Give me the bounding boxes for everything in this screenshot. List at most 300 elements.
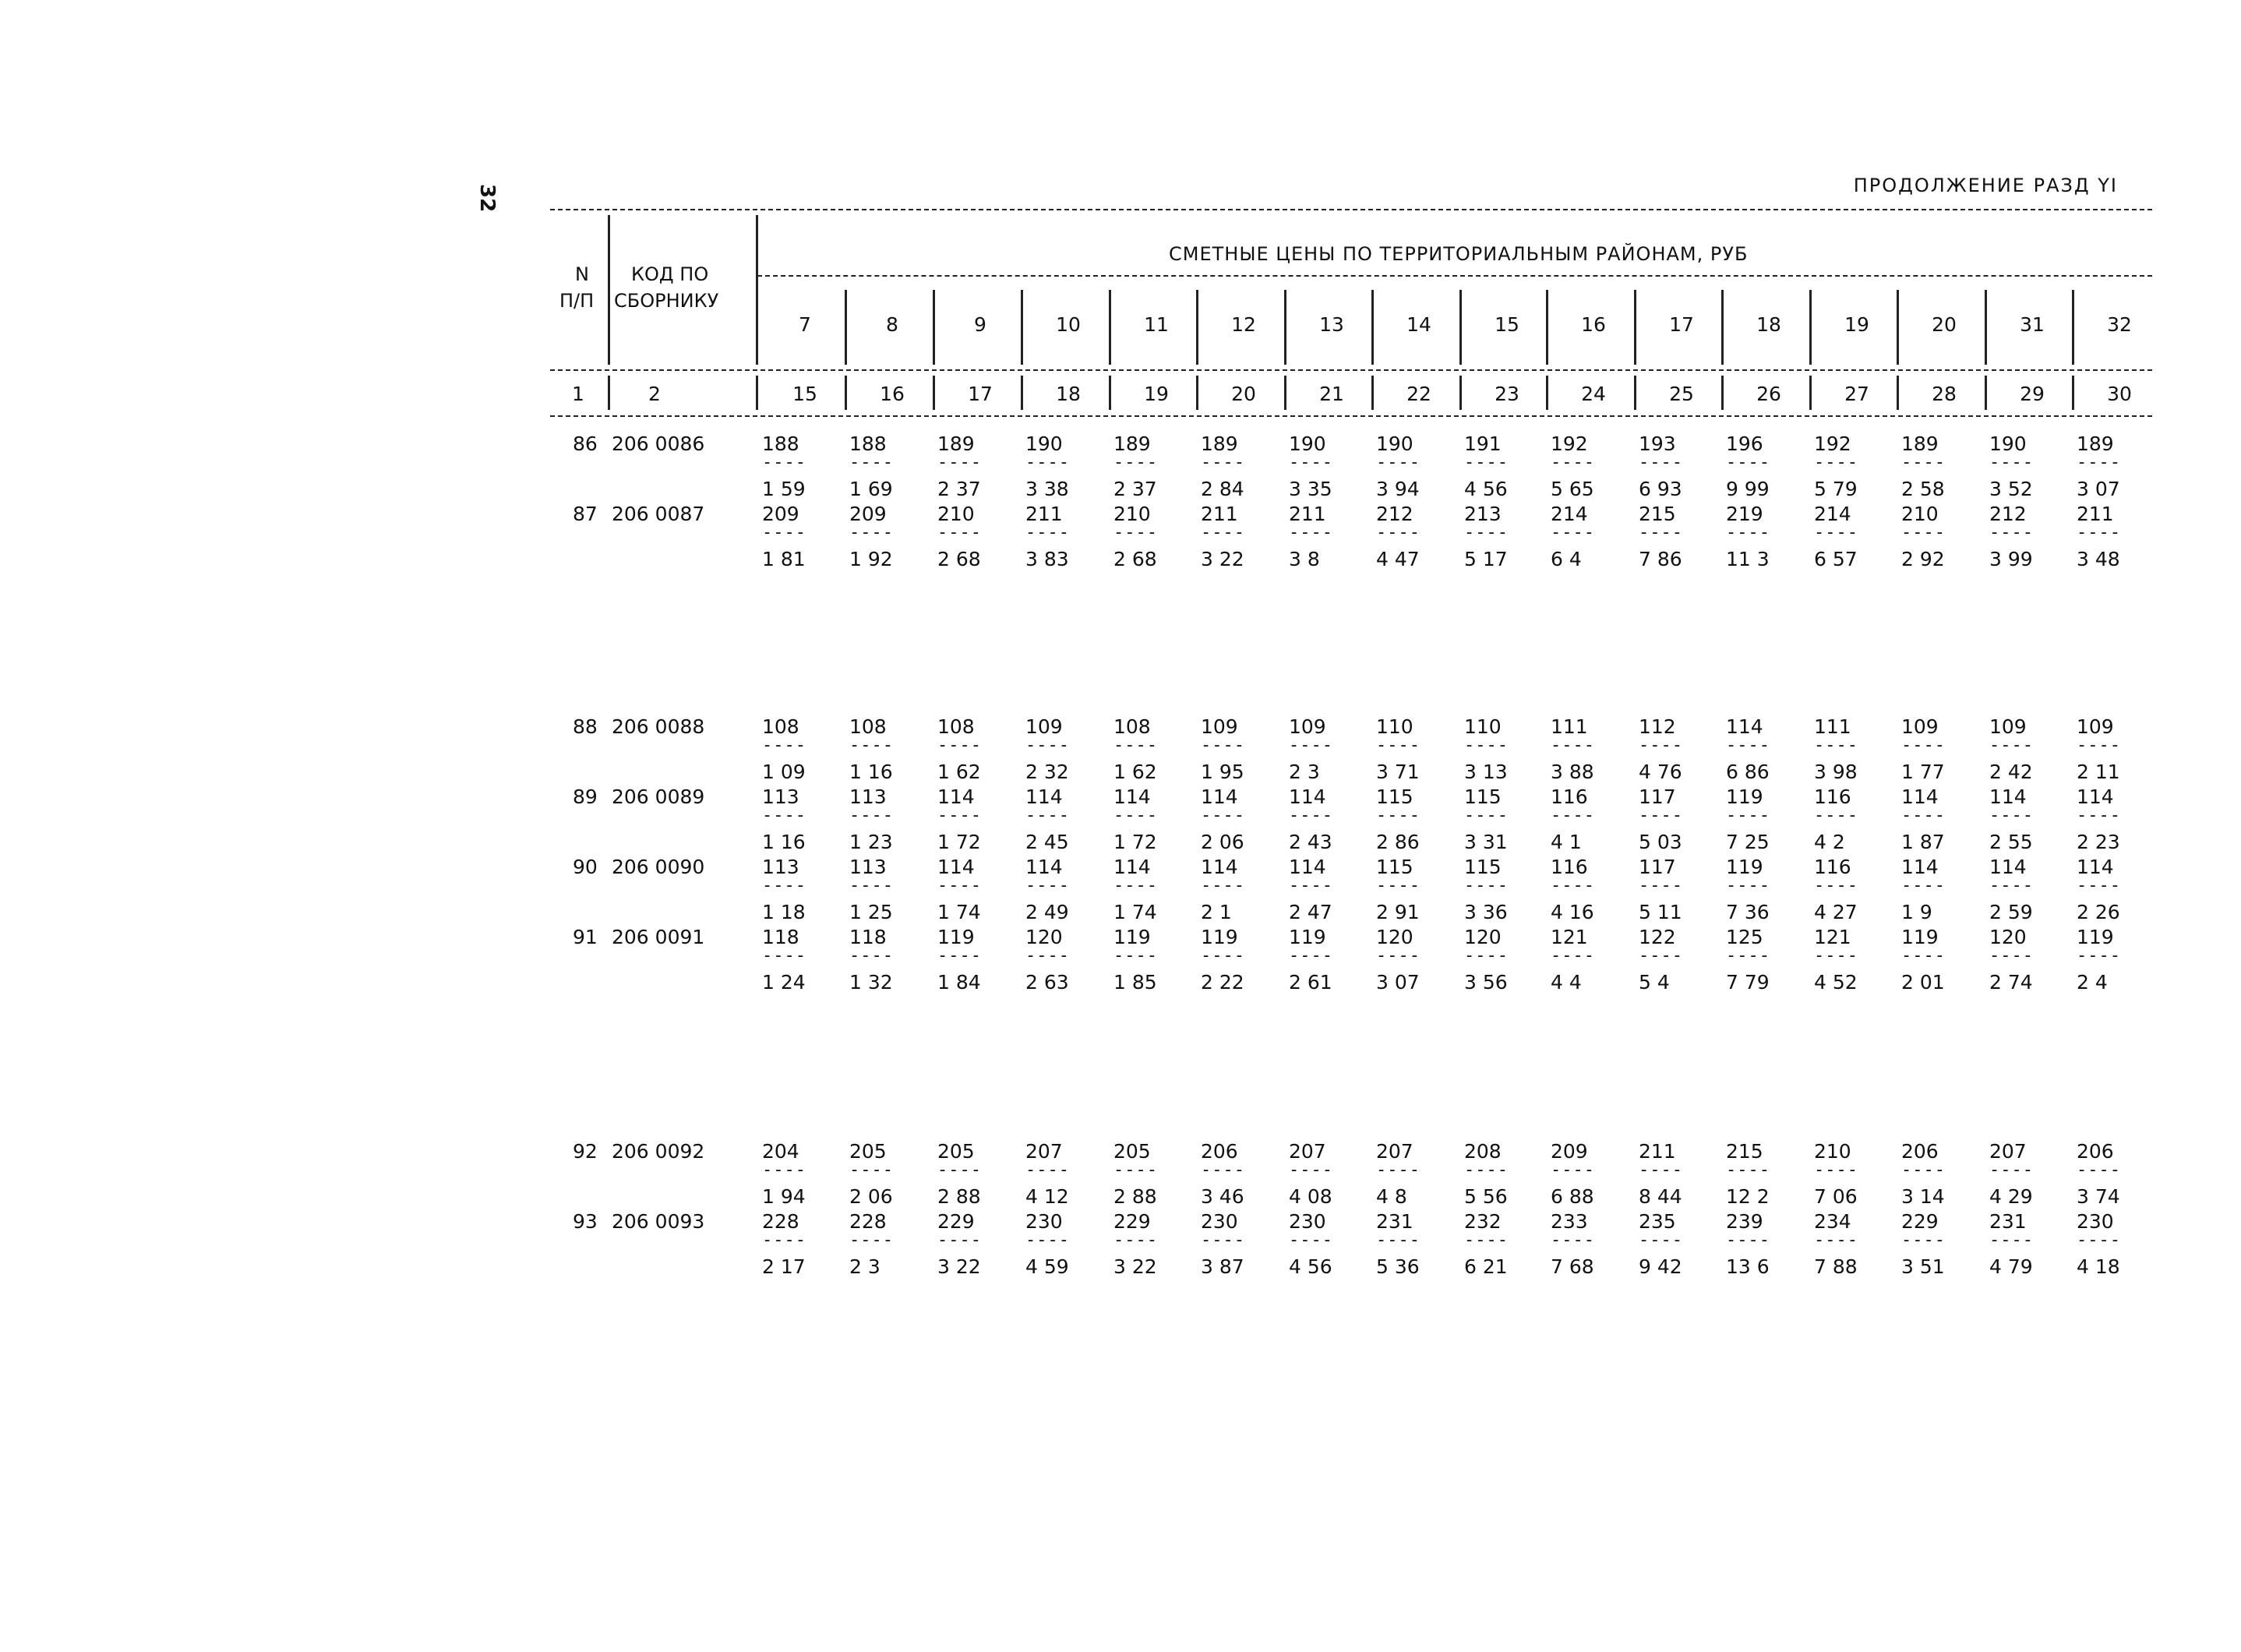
price-subvalue: 3 98 — [1814, 761, 1858, 783]
price-value: 212 — [1376, 503, 1413, 525]
price-subvalue: 5 36 — [1376, 1255, 1420, 1278]
price-value: 108 — [849, 715, 887, 738]
price-subvalue: 2 84 — [1201, 478, 1244, 500]
fraction-bar: ---- — [1113, 736, 1158, 755]
header-band-title: СМЕТНЫЕ ЦЕНЫ ПО ТЕРРИТОРИАЛЬНЫМ РАЙОНАМ, РУБ — [1169, 243, 1749, 265]
fraction-bar: ---- — [937, 453, 982, 472]
price-value: 116 — [1814, 785, 1851, 808]
price-value: 206 — [2077, 1140, 2114, 1163]
price-value: 211 — [1201, 503, 1238, 525]
fraction-bar: ---- — [1814, 876, 1858, 895]
price-subvalue: 1 72 — [1113, 831, 1157, 853]
price-value: 190 — [1025, 432, 1063, 455]
price-value: 211 — [1639, 1140, 1676, 1163]
fraction-bar: ---- — [1639, 523, 1683, 542]
row-number: 90 — [573, 856, 598, 878]
header-separator — [756, 215, 758, 365]
price-subvalue: 2 4 — [2077, 971, 2108, 994]
price-subvalue: 1 16 — [762, 831, 806, 853]
price-subvalue: 4 1 — [1551, 831, 1582, 853]
fraction-bar: ---- — [2077, 946, 2121, 965]
row-code: 206 0088 — [612, 715, 705, 738]
fraction-bar: ---- — [1639, 806, 1683, 825]
price-subvalue: 7 06 — [1814, 1185, 1858, 1208]
rule-bottom — [550, 415, 2152, 417]
price-subvalue: 2 32 — [1025, 761, 1069, 783]
price-subvalue: 4 27 — [1814, 901, 1858, 923]
district-number: 16 — [1581, 313, 1606, 336]
fraction-bar: ---- — [937, 946, 982, 965]
price-value: 109 — [1201, 715, 1238, 738]
price-value: 190 — [1989, 432, 2027, 455]
fraction-bar: ---- — [1025, 876, 1070, 895]
district-number: 11 — [1144, 313, 1169, 336]
price-subvalue: 3 71 — [1376, 761, 1420, 783]
price-subvalue: 1 25 — [849, 901, 893, 923]
fraction-bar: ---- — [1639, 1160, 1683, 1180]
fraction-bar: ---- — [1814, 736, 1858, 755]
district-number: 20 — [1932, 313, 1957, 336]
price-value: 108 — [937, 715, 975, 738]
price-value: 120 — [1464, 926, 1502, 948]
price-subvalue: 2 88 — [937, 1185, 981, 1208]
district-number: 10 — [1056, 313, 1081, 336]
row-number: 86 — [573, 432, 598, 455]
fraction-bar: ---- — [762, 453, 806, 472]
price-subvalue: 9 42 — [1639, 1255, 1682, 1278]
fraction-bar: ---- — [1639, 453, 1683, 472]
price-subvalue: 2 88 — [1113, 1185, 1157, 1208]
column-index: 20 — [1231, 383, 1256, 405]
fraction-bar: ---- — [1201, 876, 1245, 895]
fraction-bar: ---- — [1289, 946, 1333, 965]
price-subvalue: 3 13 — [1464, 761, 1508, 783]
fraction-bar: ---- — [1464, 1230, 1509, 1250]
fraction-bar: ---- — [1901, 1230, 1946, 1250]
header-separator — [608, 215, 610, 365]
price-value: 118 — [849, 926, 887, 948]
price-subvalue: 3 38 — [1025, 478, 1069, 500]
price-subvalue: 3 83 — [1025, 548, 1069, 570]
price-value: 207 — [1289, 1140, 1326, 1163]
price-subvalue: 1 81 — [762, 548, 806, 570]
fraction-bar: ---- — [1551, 453, 1595, 472]
row-code: 206 0087 — [612, 503, 705, 525]
rule-mid — [550, 369, 2152, 371]
fraction-bar: ---- — [1025, 523, 1070, 542]
fraction-bar: ---- — [937, 806, 982, 825]
price-subvalue: 2 91 — [1376, 901, 1420, 923]
price-value: 239 — [1726, 1210, 1763, 1233]
price-value: 114 — [1289, 785, 1326, 808]
price-value: 229 — [937, 1210, 975, 1233]
price-value: 114 — [1989, 785, 2027, 808]
price-subvalue: 4 08 — [1289, 1185, 1332, 1208]
column-index: 27 — [1844, 383, 1869, 405]
row-code: 206 0093 — [612, 1210, 705, 1233]
fraction-bar: ---- — [1376, 453, 1420, 472]
price-subvalue: 7 86 — [1639, 548, 1682, 570]
column-index: 18 — [1056, 383, 1081, 405]
district-number: 15 — [1495, 313, 1519, 336]
price-subvalue: 2 68 — [1113, 548, 1157, 570]
fraction-bar: ---- — [2077, 453, 2121, 472]
fraction-bar: ---- — [1551, 523, 1595, 542]
price-subvalue: 7 36 — [1726, 901, 1770, 923]
price-value: 208 — [1464, 1140, 1502, 1163]
price-value: 118 — [762, 926, 799, 948]
price-value: 119 — [937, 926, 975, 948]
price-value: 110 — [1464, 715, 1502, 738]
price-subvalue: 3 94 — [1376, 478, 1420, 500]
column-index: 15 — [792, 383, 817, 405]
price-subvalue: 3 22 — [1113, 1255, 1157, 1278]
price-value: 116 — [1814, 856, 1851, 878]
price-subvalue: 1 69 — [849, 478, 893, 500]
fraction-bar: ---- — [1376, 523, 1420, 542]
fraction-bar: ---- — [1201, 453, 1245, 472]
price-subvalue: 11 3 — [1726, 548, 1770, 570]
price-subvalue: 2 1 — [1201, 901, 1232, 923]
price-value: 230 — [2077, 1210, 2114, 1233]
price-value: 109 — [1901, 715, 1939, 738]
fraction-bar: ---- — [762, 1160, 806, 1180]
row-code: 206 0089 — [612, 785, 705, 808]
price-subvalue: 4 47 — [1376, 548, 1420, 570]
price-subvalue: 4 56 — [1289, 1255, 1332, 1278]
price-subvalue: 2 74 — [1989, 971, 2033, 994]
price-subvalue: 2 17 — [762, 1255, 806, 1278]
price-value: 117 — [1639, 785, 1676, 808]
price-subvalue: 2 01 — [1901, 971, 1945, 994]
price-subvalue: 3 51 — [1901, 1255, 1945, 1278]
fraction-bar: ---- — [1464, 1160, 1509, 1180]
fraction-bar: ---- — [1289, 1160, 1333, 1180]
price-value: 119 — [1113, 926, 1151, 948]
district-number: 8 — [886, 313, 898, 336]
price-value: 114 — [1025, 785, 1063, 808]
price-subvalue: 1 09 — [762, 761, 806, 783]
price-subvalue: 1 84 — [937, 971, 981, 994]
price-value: 111 — [1551, 715, 1588, 738]
district-number: 18 — [1756, 313, 1781, 336]
fraction-bar: ---- — [2077, 876, 2121, 895]
price-subvalue: 3 07 — [2077, 478, 2120, 500]
column-index: 23 — [1495, 383, 1519, 405]
fraction-bar: ---- — [1376, 1160, 1420, 1180]
price-subvalue: 7 68 — [1551, 1255, 1594, 1278]
price-value: 112 — [1639, 715, 1676, 738]
price-value: 190 — [1289, 432, 1326, 455]
fraction-bar: ---- — [2077, 523, 2121, 542]
price-value: 109 — [1025, 715, 1063, 738]
fraction-bar: ---- — [1726, 806, 1770, 825]
price-value: 109 — [1989, 715, 2027, 738]
price-value: 110 — [1376, 715, 1413, 738]
price-subvalue: 1 74 — [1113, 901, 1157, 923]
price-subvalue: 3 36 — [1464, 901, 1508, 923]
price-subvalue: 2 37 — [1113, 478, 1157, 500]
price-value: 114 — [1025, 856, 1063, 878]
fraction-bar: ---- — [1113, 946, 1158, 965]
fraction-bar: ---- — [1989, 876, 2034, 895]
column-index: 22 — [1406, 383, 1431, 405]
column-index: 17 — [968, 383, 993, 405]
price-subvalue: 4 59 — [1025, 1255, 1069, 1278]
fraction-bar: ---- — [1814, 453, 1858, 472]
fraction-bar: ---- — [1726, 453, 1770, 472]
price-subvalue: 2 43 — [1289, 831, 1332, 853]
price-subvalue: 5 4 — [1639, 971, 1670, 994]
price-subvalue: 4 29 — [1989, 1185, 2033, 1208]
price-value: 235 — [1639, 1210, 1676, 1233]
price-value: 192 — [1551, 432, 1588, 455]
price-subvalue: 1 74 — [937, 901, 981, 923]
price-subvalue: 1 85 — [1113, 971, 1157, 994]
header-col-pp: П/П — [559, 290, 595, 312]
fraction-bar: ---- — [849, 1230, 894, 1250]
price-value: 205 — [849, 1140, 887, 1163]
header-col-n: N — [575, 263, 589, 285]
price-value: 211 — [2077, 503, 2114, 525]
column-index: 19 — [1144, 383, 1169, 405]
fraction-bar: ---- — [849, 876, 894, 895]
price-subvalue: 2 61 — [1289, 971, 1332, 994]
price-subvalue: 5 56 — [1464, 1185, 1508, 1208]
price-value: 214 — [1551, 503, 1588, 525]
price-value: 114 — [2077, 856, 2114, 878]
price-value: 206 — [1201, 1140, 1238, 1163]
price-value: 210 — [1113, 503, 1151, 525]
fraction-bar: ---- — [937, 523, 982, 542]
price-subvalue: 4 2 — [1814, 831, 1845, 853]
price-value: 209 — [1551, 1140, 1588, 1163]
price-subvalue: 1 94 — [762, 1185, 806, 1208]
price-subvalue: 6 86 — [1726, 761, 1770, 783]
price-value: 111 — [1814, 715, 1851, 738]
price-value: 219 — [1726, 503, 1763, 525]
fraction-bar: ---- — [762, 806, 806, 825]
price-value: 206 — [1901, 1140, 1939, 1163]
price-value: 205 — [937, 1140, 975, 1163]
price-subvalue: 3 48 — [2077, 548, 2120, 570]
price-subvalue: 12 2 — [1726, 1185, 1770, 1208]
row-code: 206 0090 — [612, 856, 705, 878]
fraction-bar: ---- — [1113, 1230, 1158, 1250]
fraction-bar: ---- — [1901, 876, 1946, 895]
price-subvalue: 3 14 — [1901, 1185, 1945, 1208]
price-subvalue: 1 23 — [849, 831, 893, 853]
fraction-bar: ---- — [1989, 736, 2034, 755]
price-subvalue: 1 72 — [937, 831, 981, 853]
fraction-bar: ---- — [1901, 806, 1946, 825]
price-value: 228 — [849, 1210, 887, 1233]
price-subvalue: 2 42 — [1989, 761, 2033, 783]
header-col-kod-line1: КОД ПО — [631, 263, 709, 285]
price-value: 210 — [1814, 1140, 1851, 1163]
price-value: 230 — [1289, 1210, 1326, 1233]
price-subvalue: 4 12 — [1025, 1185, 1069, 1208]
fraction-bar: ---- — [762, 523, 806, 542]
page-number: 32 — [475, 184, 499, 213]
fraction-bar: ---- — [1464, 806, 1509, 825]
fraction-bar: ---- — [1639, 1230, 1683, 1250]
fraction-bar: ---- — [1989, 946, 2034, 965]
price-subvalue: 2 23 — [2077, 831, 2120, 853]
fraction-bar: ---- — [1464, 523, 1509, 542]
fraction-bar: ---- — [1025, 806, 1070, 825]
column-index: 25 — [1669, 383, 1694, 405]
price-subvalue: 6 88 — [1551, 1185, 1594, 1208]
fraction-bar: ---- — [1289, 1230, 1333, 1250]
price-subvalue: 6 57 — [1814, 548, 1858, 570]
fraction-bar: ---- — [1551, 1160, 1595, 1180]
price-value: 188 — [762, 432, 799, 455]
rule-band — [757, 275, 2152, 277]
price-value: 209 — [849, 503, 887, 525]
fraction-bar: ---- — [1289, 806, 1333, 825]
price-value: 213 — [1464, 503, 1502, 525]
price-value: 229 — [1113, 1210, 1151, 1233]
price-value: 231 — [1989, 1210, 2027, 1233]
price-subvalue: 2 92 — [1901, 548, 1945, 570]
price-value: 188 — [849, 432, 887, 455]
price-subvalue: 2 11 — [2077, 761, 2120, 783]
price-subvalue: 8 44 — [1639, 1185, 1682, 1208]
price-subvalue: 7 79 — [1726, 971, 1770, 994]
district-number: 17 — [1669, 313, 1694, 336]
price-value: 215 — [1726, 1140, 1763, 1163]
price-subvalue: 1 87 — [1901, 831, 1945, 853]
fraction-bar: ---- — [1901, 453, 1946, 472]
fraction-bar: ---- — [1814, 523, 1858, 542]
price-value: 119 — [1726, 856, 1763, 878]
price-value: 210 — [937, 503, 975, 525]
header-col-kod-line2: СБОРНИКУ — [614, 290, 719, 312]
fraction-bar: ---- — [1989, 1230, 2034, 1250]
price-value: 232 — [1464, 1210, 1502, 1233]
fraction-bar: ---- — [2077, 736, 2121, 755]
district-number: 32 — [2107, 313, 2132, 336]
price-value: 114 — [937, 785, 975, 808]
column-index: 1 — [572, 383, 584, 405]
price-value: 192 — [1814, 432, 1851, 455]
price-value: 189 — [2077, 432, 2114, 455]
price-value: 212 — [1989, 503, 2027, 525]
price-value: 196 — [1726, 432, 1763, 455]
price-value: 114 — [1201, 785, 1238, 808]
price-value: 233 — [1551, 1210, 1588, 1233]
fraction-bar: ---- — [937, 1230, 982, 1250]
price-value: 119 — [1201, 926, 1238, 948]
row-number: 89 — [573, 785, 598, 808]
fraction-bar: ---- — [1989, 1160, 2034, 1180]
column-index: 29 — [2020, 383, 2045, 405]
price-subvalue: 2 47 — [1289, 901, 1332, 923]
price-subvalue: 1 62 — [937, 761, 981, 783]
fraction-bar: ---- — [1201, 806, 1245, 825]
fraction-bar: ---- — [1025, 946, 1070, 965]
fraction-bar: ---- — [1289, 453, 1333, 472]
price-subvalue: 3 52 — [1989, 478, 2033, 500]
index-separator — [608, 376, 610, 410]
price-value: 115 — [1464, 785, 1502, 808]
price-value: 114 — [1201, 856, 1238, 878]
fraction-bar: ---- — [1639, 876, 1683, 895]
price-value: 108 — [1113, 715, 1151, 738]
price-subvalue: 3 74 — [2077, 1185, 2120, 1208]
price-value: 113 — [762, 856, 799, 878]
fraction-bar: ---- — [1113, 806, 1158, 825]
fraction-bar: ---- — [1901, 946, 1946, 965]
price-value: 210 — [1901, 503, 1939, 525]
price-subvalue: 2 58 — [1901, 478, 1945, 500]
district-number: 19 — [1844, 313, 1869, 336]
price-value: 214 — [1814, 503, 1851, 525]
fraction-bar: ---- — [2077, 806, 2121, 825]
fraction-bar: ---- — [2077, 1230, 2121, 1250]
price-subvalue: 3 07 — [1376, 971, 1420, 994]
fraction-bar: ---- — [1989, 453, 2034, 472]
price-subvalue: 1 59 — [762, 478, 806, 500]
column-index: 26 — [1756, 383, 1781, 405]
fraction-bar: ---- — [1551, 946, 1595, 965]
price-subvalue: 3 8 — [1289, 548, 1320, 570]
fraction-bar: ---- — [1113, 876, 1158, 895]
price-value: 207 — [1376, 1140, 1413, 1163]
row-number: 93 — [573, 1210, 598, 1233]
column-index: 16 — [880, 383, 905, 405]
price-subvalue: 2 59 — [1989, 901, 2033, 923]
fraction-bar: ---- — [1551, 736, 1595, 755]
fraction-bar: ---- — [849, 523, 894, 542]
fraction-bar: ---- — [1201, 1160, 1245, 1180]
fraction-bar: ---- — [1726, 736, 1770, 755]
fraction-bar: ---- — [1113, 453, 1158, 472]
price-subvalue: 2 06 — [849, 1185, 893, 1208]
fraction-bar: ---- — [1113, 523, 1158, 542]
district-number: 12 — [1231, 313, 1256, 336]
price-value: 234 — [1814, 1210, 1851, 1233]
fraction-bar: ---- — [1201, 1230, 1245, 1250]
price-subvalue: 3 46 — [1201, 1185, 1244, 1208]
fraction-bar: ---- — [1289, 523, 1333, 542]
price-subvalue: 4 4 — [1551, 971, 1582, 994]
fraction-bar: ---- — [1376, 1230, 1420, 1250]
price-value: 109 — [1289, 715, 1326, 738]
price-subvalue: 2 63 — [1025, 971, 1069, 994]
price-value: 117 — [1639, 856, 1676, 878]
price-value: 115 — [1464, 856, 1502, 878]
fraction-bar: ---- — [1376, 876, 1420, 895]
fraction-bar: ---- — [1376, 736, 1420, 755]
fraction-bar: ---- — [1025, 453, 1070, 472]
price-subvalue: 1 32 — [849, 971, 893, 994]
fraction-bar: ---- — [1726, 876, 1770, 895]
fraction-bar: ---- — [1901, 736, 1946, 755]
price-subvalue: 4 16 — [1551, 901, 1594, 923]
price-value: 189 — [937, 432, 975, 455]
column-index: 24 — [1581, 383, 1606, 405]
fraction-bar: ---- — [1464, 876, 1509, 895]
price-value: 114 — [1901, 856, 1939, 878]
row-code: 206 0092 — [612, 1140, 705, 1163]
price-subvalue: 3 56 — [1464, 971, 1508, 994]
price-value: 115 — [1376, 785, 1413, 808]
fraction-bar: ---- — [1025, 1160, 1070, 1180]
fraction-bar: ---- — [1814, 946, 1858, 965]
fraction-bar: ---- — [1464, 946, 1509, 965]
